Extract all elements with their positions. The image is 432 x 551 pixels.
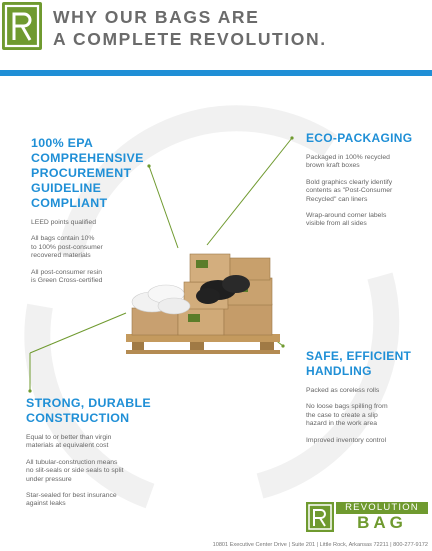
epa-title: 100% EPA COMPREHENSIVE PROCUREMENT GUIDELINE COMPLIANT	[31, 136, 144, 210]
strong-bullet-2: All tubular-construction means no slit-seals or side seals to split under pressure	[26, 458, 124, 483]
eco-bullet-3: Wrap-around corner labels visible from all sides	[306, 212, 387, 228]
brand-name-top: REVOLUTION	[336, 502, 428, 514]
strong-bullet-1: Equal to or better than virgin materials at equivalent cost	[26, 434, 112, 450]
safe-bullet-3: Improved inventory control	[306, 436, 387, 444]
brand-name-bottom: BAG	[357, 513, 407, 532]
title-line-2: A COMPLETE REVOLUTION.	[53, 29, 327, 49]
section-eco-packaging	[306, 131, 430, 229]
company-address: 10801 Executive Center Drive | Suite 201 | Little Rock, Arkansas 72211 | 800-277-9172	[212, 542, 428, 548]
strong-bullet-3: Star-sealed for best insurance against leaks	[26, 492, 117, 508]
section-epa	[31, 136, 181, 285]
safe-bullet-1: Packed as coreless rolls	[306, 387, 380, 394]
eco-title: ECO-PACKAGING	[306, 131, 413, 145]
revolution-bag-logo-icon	[306, 502, 334, 532]
safe-title: SAFE, EFFICIENT HANDLING	[306, 349, 412, 378]
section-safe-handling	[306, 349, 430, 445]
strong-title: STRONG, DURABLE CONSTRUCTION	[26, 396, 151, 425]
epa-bullet-1: LEED points qualified	[31, 219, 96, 226]
title-line-1: WHY OUR BAGS ARE	[53, 7, 260, 27]
eco-bullet-2: Bold graphics clearly identify contents as "Post-Consumer Recycled" can liners	[306, 178, 393, 203]
epa-bullet-2: All bags contain 10% to 100% post-consumer recovered materials	[31, 235, 103, 260]
section-strong-construction	[26, 396, 176, 509]
footer-brand-logo	[306, 499, 428, 533]
eco-bullet-1: Packaged in 100% recycled brown kraft boxes	[306, 154, 390, 170]
safe-bullet-2: No loose bags spilling from the case to create a slip hazard in the work area	[306, 403, 388, 428]
epa-bullet-3: All post-consumer resin is Green Cross-certified	[31, 268, 103, 285]
